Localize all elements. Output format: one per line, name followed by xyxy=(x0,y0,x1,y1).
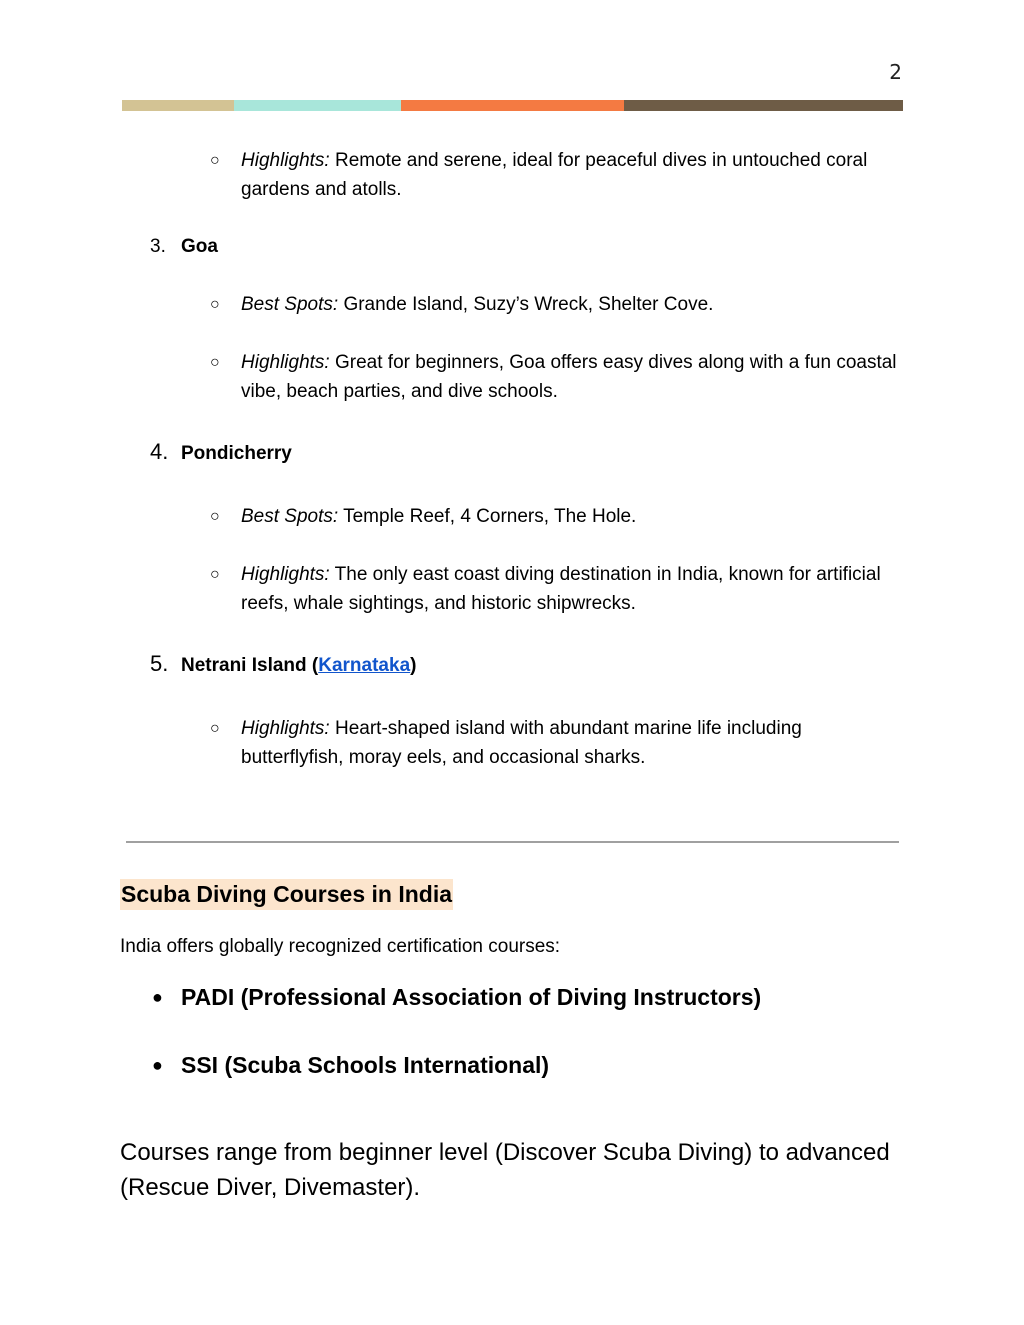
bullet-icon: ● xyxy=(152,1055,163,1075)
list-item-highlights xyxy=(241,560,901,618)
highlights-text: Great for beginners, Goa offers easy dives along with a fun coastal vibe, beach parties, and dive schools. xyxy=(241,352,897,402)
list-item-best-spots xyxy=(241,502,901,531)
highlights-label: Highlights: xyxy=(241,352,330,373)
best-spots-label: Best Spots: xyxy=(241,506,339,527)
item-title xyxy=(181,655,416,676)
item-title-suffix: ) xyxy=(410,655,417,676)
sub-bullet-icon: ○ xyxy=(210,296,220,313)
list-item-highlights xyxy=(241,146,901,204)
item-title-prefix: Netrani Island ( xyxy=(181,655,319,676)
color-bar-segment-aqua xyxy=(234,100,401,111)
item-number: 5. xyxy=(150,651,169,676)
best-spots-text: Grande Island, Suzy’s Wreck, Shelter Cove. xyxy=(338,294,714,315)
highlights-label: Highlights: xyxy=(241,564,330,585)
list-item-best-spots xyxy=(241,290,901,319)
item-number: 3. xyxy=(150,236,166,257)
bullet-icon: ● xyxy=(152,987,163,1007)
item-number: 4. xyxy=(150,439,169,464)
horizontal-divider xyxy=(126,841,899,843)
certification-item-padi: PADI (Professional Association of Diving Instructors) xyxy=(181,984,762,1010)
section-heading: Scuba Diving Courses in India xyxy=(120,879,453,910)
sub-bullet-icon: ○ xyxy=(210,566,220,583)
highlights-label: Highlights: xyxy=(241,150,330,171)
item-title: Goa xyxy=(181,236,218,257)
closing-paragraph: Courses range from beginner level (Discover Scuba Diving) to advanced (Rescue Diver, Divemaster). xyxy=(120,1139,890,1201)
best-spots-label: Best Spots: xyxy=(241,294,339,315)
sub-bullet-icon: ○ xyxy=(210,720,220,737)
highlights-text: Remote and serene, ideal for peaceful dives in untouched coral gardens and atolls. xyxy=(241,150,868,200)
item-title: Pondicherry xyxy=(181,443,292,464)
decorative-color-bar xyxy=(122,100,903,111)
certification-item-ssi: SSI (Scuba Schools International) xyxy=(181,1052,550,1078)
best-spots-text: Temple Reef, 4 Corners, The Hole. xyxy=(338,506,637,527)
numbered-item-goa xyxy=(150,232,218,261)
highlights-text: The only east coast diving destination in India, known for artificial reefs, whale sightings, and historic shipwrecks. xyxy=(241,564,881,614)
list-item-highlights xyxy=(241,348,901,406)
color-bar-segment-tan xyxy=(122,100,234,111)
list-item-highlights xyxy=(241,714,901,772)
color-bar-segment-brown xyxy=(624,100,903,111)
color-bar-segment-orange xyxy=(401,100,624,111)
sub-bullet-icon: ○ xyxy=(210,152,220,169)
sub-bullet-icon: ○ xyxy=(210,508,220,525)
sub-bullet-icon: ○ xyxy=(210,354,220,371)
numbered-item-netrani-island xyxy=(150,649,416,680)
karnataka-link[interactable]: Karnataka xyxy=(318,655,411,676)
page-number: 2 xyxy=(889,60,902,84)
intro-paragraph: India offers globally recognized certification courses: xyxy=(120,936,561,957)
numbered-item-pondicherry xyxy=(150,437,292,468)
highlights-label: Highlights: xyxy=(241,718,330,739)
highlights-text: Heart-shaped island with abundant marine life including butterflyfish, moray eels, and occasional sharks. xyxy=(241,718,802,768)
